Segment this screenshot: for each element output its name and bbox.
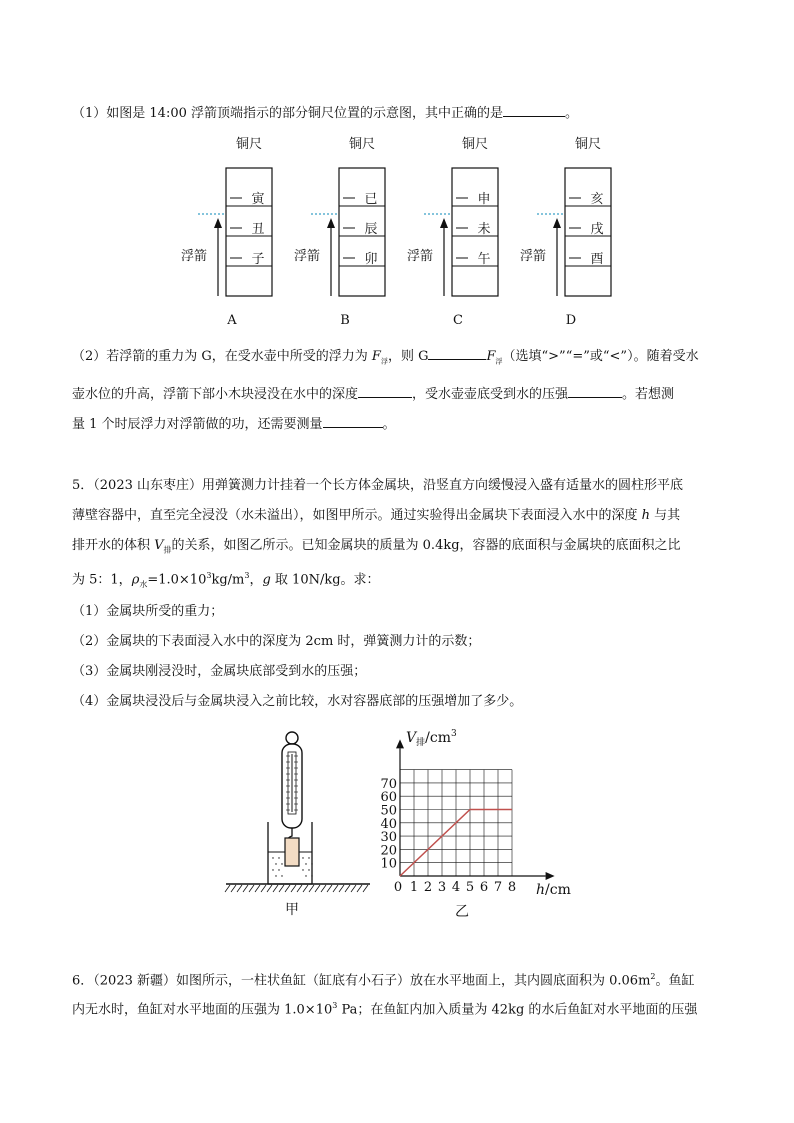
hatch-line <box>315 885 320 892</box>
ruler-label: 铜尺 <box>574 137 602 152</box>
float-label: 浮箭 <box>180 249 208 264</box>
hatch-line <box>357 885 362 892</box>
y-tick-label: 30 <box>380 830 397 846</box>
hatch-line <box>255 885 260 892</box>
q5-line3 <box>72 537 681 560</box>
y-tick-label: 50 <box>380 803 397 819</box>
ruler-mark-1: 申 <box>477 192 491 207</box>
hatch-line <box>291 885 296 892</box>
water-dot <box>305 863 306 864</box>
q5-text-3b: 的关系，如图乙所示。已知金属块的质量为 0.4kg，容器的底面积与金属块的底面积之比 <box>171 538 681 553</box>
water-dot <box>311 863 312 864</box>
q6-pressure-exponent: 3 <box>332 1001 338 1010</box>
x-axis-arrow <box>546 872 555 880</box>
ruler-label: 铜尺 <box>461 137 489 152</box>
ruler-mark-2: 辰 <box>364 222 378 237</box>
float-label: 浮箭 <box>406 249 434 264</box>
y-tick-label: 60 <box>380 790 397 806</box>
option-letter: B <box>340 313 350 328</box>
q5-text-4b: =1.0×10 <box>147 572 207 588</box>
gravity-symbol: g <box>262 572 271 588</box>
q4-part2-text-b: ，则 G <box>387 349 429 364</box>
q5-line2 <box>72 507 680 525</box>
float-arrow-head <box>214 218 222 228</box>
water-dot <box>308 857 309 858</box>
water-dot <box>278 857 279 858</box>
water-dot <box>305 875 306 876</box>
density-exponent: 3 <box>206 571 212 580</box>
float-arrow-head <box>440 218 448 228</box>
q5-part2-text: （2）金属块的下表面浸入水中的深度为 2cm 时，弹簧测力计的示数； <box>72 634 481 649</box>
q5-text-4e: 取 10N/kg。求： <box>270 572 380 588</box>
chart-ylabel-exponent: 3 <box>450 729 457 739</box>
q5-text-1: 5．（2023 山东枣庄）用弹簧测力计挂着一个长方体金属块，沿竖直方向缓慢浸入盛有适量水的圆柱形平底 <box>72 478 683 493</box>
buoyancy-symbol-2: F <box>486 349 496 364</box>
q4-part2-text-c: （选填“>”“=”或“<”）。随着受水 <box>502 349 699 364</box>
ruler-mark-3: 子 <box>251 252 265 267</box>
x-tick-label: 4 <box>451 880 461 895</box>
hatch-line <box>351 885 356 892</box>
ruler-mark-3: 酉 <box>590 252 604 267</box>
ruler-mark-1: 寅 <box>251 192 265 207</box>
water-dot <box>302 857 303 858</box>
q5-part3 <box>72 663 366 681</box>
q5-part2 <box>72 633 480 651</box>
x-tick-label: 3 <box>437 880 447 895</box>
float-arrow-head <box>327 218 335 228</box>
ruler-figure <box>0 128 794 333</box>
hatch-line <box>309 885 314 892</box>
water-dot <box>281 875 282 876</box>
q5-line4 <box>72 567 380 594</box>
x-tick-label: 0 <box>393 880 403 895</box>
ruler-mark-1: 已 <box>364 192 378 207</box>
volume-depth-chart <box>378 722 598 922</box>
fig-yi-label: 乙 <box>455 904 469 920</box>
hatch-line <box>273 885 278 892</box>
y-axis-arrow <box>396 739 404 748</box>
float-label: 浮箭 <box>293 249 321 264</box>
q4-part2-line2 <box>72 384 674 404</box>
q5-part1 <box>72 603 223 621</box>
spring-balance-figure <box>220 724 385 924</box>
float-label: 浮箭 <box>519 249 547 264</box>
hatch-line <box>345 885 350 892</box>
ruler-mark-2: 戌 <box>590 222 604 237</box>
q6-text-2a: 内无水时，鱼缸对水平地面的压强为 1.0×10 <box>72 1002 333 1018</box>
q4-part2-text-a: （2）若浮箭的重力为 G，在受水壶中所受的浮力为 <box>72 349 372 364</box>
ruler-box <box>452 168 498 296</box>
ruler-option-d <box>520 136 611 328</box>
water-dot <box>275 863 276 864</box>
ruler-label: 铜尺 <box>348 137 376 152</box>
q4-part1 <box>72 103 578 123</box>
ruler-box <box>226 168 272 296</box>
q4-part2-line2-c: 。若想测 <box>622 387 675 402</box>
chart-ylabel-unit: /cm <box>425 730 451 746</box>
chart-ylabel-symbol: V <box>406 730 417 746</box>
balance-ring <box>286 732 298 744</box>
x-tick-label: 7 <box>493 880 503 895</box>
q4-part2-line1 <box>72 346 699 371</box>
buoyancy-symbol: F <box>371 349 381 364</box>
q6-text-2b: Pa；在鱼缸内加入质量为 42kg 的水后鱼缸对水平地面的压强 <box>337 1002 698 1018</box>
ruler-label: 铜尺 <box>235 137 263 152</box>
q6-text-1b: 。鱼缸 <box>655 973 695 989</box>
q5-part4 <box>72 693 522 711</box>
y-tick-label: 20 <box>380 843 397 859</box>
ruler-mark-1: 亥 <box>590 192 604 207</box>
hatch-line <box>237 885 242 892</box>
x-tick-label: 6 <box>479 880 489 895</box>
q4-part2-line2-a: 壶水位的升高，浮箭下部小木块浸没在水中的深度 <box>72 387 359 402</box>
q5-text-4c: kg/m <box>211 572 245 588</box>
hatch-line <box>297 885 302 892</box>
ruler-option-b <box>294 136 385 328</box>
q6-line2 <box>72 997 697 1019</box>
water-dot <box>281 863 282 864</box>
chart-ylabel <box>406 729 457 748</box>
hatch-line <box>231 885 236 892</box>
q6-line1 <box>72 968 695 990</box>
q5-part1-text: （1）金属块所受的重力； <box>72 604 224 619</box>
hatch-line <box>327 885 332 892</box>
hatch-line <box>243 885 248 892</box>
volume-subscript: 排 <box>163 545 172 555</box>
ruler-mark-3: 卯 <box>364 252 378 267</box>
chart-ylabel-subscript: 排 <box>416 738 426 748</box>
answer-blank-2[interactable] <box>428 346 486 360</box>
answer-blank-5[interactable] <box>323 414 383 428</box>
volume-symbol: V <box>154 538 164 553</box>
q5-text-4a: 为 5：1， <box>72 572 132 588</box>
ruler-box <box>565 168 611 296</box>
q5-text-4d: ， <box>249 572 263 588</box>
answer-blank-4[interactable] <box>568 384 622 398</box>
y-tick-label: 40 <box>380 816 397 832</box>
buoyancy-subscript: 浮 <box>380 357 388 366</box>
water-dot <box>308 869 309 870</box>
hatch-line <box>339 885 344 892</box>
water-dot <box>311 875 312 876</box>
ruler-mark-2: 丑 <box>251 222 265 237</box>
hatch-line <box>249 885 254 892</box>
q4-part1-end: 。 <box>565 106 579 121</box>
q4-part2-line3 <box>72 414 396 434</box>
ruler-mark-2: 未 <box>477 222 491 237</box>
option-letter: C <box>453 313 463 328</box>
ruler-option-c <box>407 136 498 328</box>
water-dot <box>272 857 273 858</box>
q5-text-2b: 与其 <box>650 508 681 523</box>
water-dot <box>278 869 279 870</box>
float-arrow-head <box>553 218 561 228</box>
ruler-mark-3: 午 <box>477 252 491 267</box>
hatch-line <box>321 885 326 892</box>
q5-text-3a: 排开水的体积 <box>72 538 155 553</box>
chart-xlabel-symbol: h <box>536 882 546 898</box>
hatch-line <box>279 885 284 892</box>
hatch-line <box>225 885 230 892</box>
density-unit-exponent: 3 <box>244 571 250 580</box>
q5-text-2a: 薄壁容器中，直至完全浸没（水未溢出），如图甲所示。通过实验得出金属块下表面浸入水中的深度 <box>72 508 642 523</box>
buoyancy-subscript-2: 浮 <box>495 357 503 366</box>
chart-xlabel <box>536 882 571 898</box>
q4-part2-line3-a: 量 1 个时辰浮力对浮箭做的功，还需要测量 <box>72 417 323 432</box>
hatch-line <box>333 885 338 892</box>
y-tick-label: 10 <box>380 856 397 872</box>
x-tick-label: 1 <box>409 880 419 895</box>
ground-hatch <box>225 885 368 892</box>
x-tick-label: 5 <box>465 880 475 895</box>
ruler-box <box>339 168 385 296</box>
fig-jia-label: 甲 <box>285 902 299 918</box>
q6-text-1a: 6．（2023 新疆）如图所示，一柱状鱼缸（缸底有小石子）放在水平地面上，其内圆底面积为 0.06m <box>72 973 651 989</box>
q5-line1 <box>72 477 683 495</box>
option-letter: D <box>565 313 577 328</box>
q5-part4-text: （4）金属块浸没后与金属块浸入之前比较，水对容器底部的压强增加了多少。 <box>72 694 523 709</box>
water-dot <box>275 875 276 876</box>
hatch-line <box>261 885 266 892</box>
depth-symbol: h <box>641 508 651 523</box>
hatch-line <box>303 885 308 892</box>
density-subscript: 水 <box>139 579 148 589</box>
q4-part2-line2-b: ，受水壶壶底受到水的压强 <box>412 387 569 402</box>
q4-part1-text: （1）如图是 14:00 浮箭顶端指示的部分铜尺位置的示意图，其中正确的是 <box>72 106 503 121</box>
hatch-line <box>285 885 290 892</box>
metal-block <box>285 838 299 866</box>
q5-part3-text: （3）金属块刚浸没时，金属块底部受到水的压强； <box>72 664 367 679</box>
answer-blank-3[interactable] <box>358 384 412 398</box>
hatch-line <box>363 885 368 892</box>
option-letter: A <box>227 313 237 328</box>
hatch-line <box>267 885 272 892</box>
water-dot <box>302 869 303 870</box>
chart-xlabel-unit: /cm <box>545 882 571 898</box>
q4-part2-line3-b: 。 <box>382 417 396 432</box>
x-tick-label: 8 <box>507 880 517 895</box>
water-dot <box>272 869 273 870</box>
q6-area-exponent: 2 <box>650 972 656 981</box>
y-tick-label: 70 <box>380 776 397 792</box>
ruler-option-a <box>181 136 272 328</box>
answer-blank-1[interactable] <box>503 103 565 117</box>
x-tick-label: 2 <box>423 880 433 895</box>
density-symbol: ρ <box>131 572 140 588</box>
